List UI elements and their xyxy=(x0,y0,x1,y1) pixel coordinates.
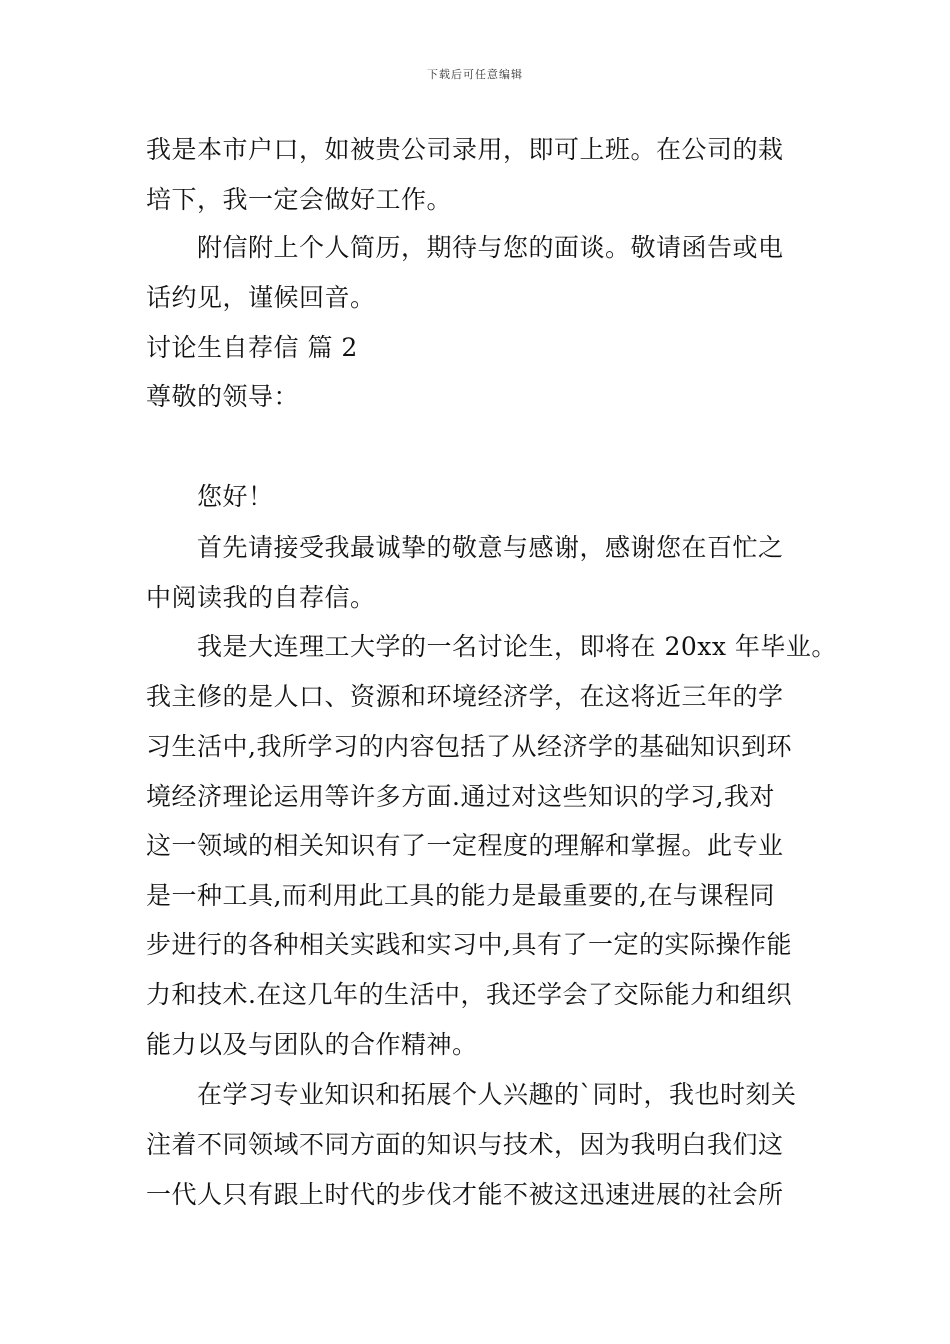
greeting: 您好！ xyxy=(197,482,274,511)
paragraph-line: 习生活中,我所学习的内容包括了从经济学的基础知识到环 xyxy=(146,732,792,761)
header-note: 下载后可任意编辑 xyxy=(427,68,523,81)
paragraph-line: 注着不同领域不同方面的知识与技术，因为我明白我们这 xyxy=(146,1130,784,1159)
section-title: 讨论生自荐信 篇 2 xyxy=(146,333,358,362)
paragraph-line: 步进行的各种相关实践和实习中,具有了一定的实际操作能 xyxy=(146,930,792,959)
paragraph-line: 中阅读我的自荐信。 xyxy=(146,583,376,612)
paragraph-line: 力和技术.在这几年的生活中，我还学会了交际能力和组织 xyxy=(146,980,792,1009)
paragraph-line: 首先请接受我最诚挚的敬意与感谢，感谢您在百忙之 xyxy=(197,533,784,562)
paragraph-line: 我是本市户口，如被贵公司录用，即可上班。在公司的栽 xyxy=(146,135,784,164)
paragraph-line: 我是大连理工大学的一名讨论生，即将在 20xx 年毕业。 xyxy=(197,632,837,661)
paragraph-line: 在学习专业知识和拓展个人兴趣的`同时，我也时刻关 xyxy=(197,1080,797,1109)
paragraph-line: 附信附上个人简历，期待与您的面谈。敬请函告或电 xyxy=(197,233,784,262)
paragraph-line: 这一领域的相关知识有了一定程度的理解和掌握。此专业 xyxy=(146,831,784,860)
paragraph-line: 能力以及与团队的合作精神。 xyxy=(146,1030,478,1059)
paragraph-line: 培下，我一定会做好工作。 xyxy=(146,185,453,214)
paragraph-line: 话约见，谨候回音。 xyxy=(146,283,376,312)
salutation: 尊敬的领导： xyxy=(146,382,300,411)
paragraph-line: 我主修的是人口、资源和环境经济学，在这将近三年的学 xyxy=(146,682,784,711)
paragraph-line: 境经济理论运用等许多方面.通过对这些知识的学习,我对 xyxy=(146,782,775,811)
paragraph-line: 一代人只有跟上时代的步伐才能不被这迅速进展的社会所 xyxy=(146,1180,784,1209)
paragraph-line: 是一种工具,而利用此工具的能力是最重要的,在与课程同 xyxy=(146,881,775,910)
